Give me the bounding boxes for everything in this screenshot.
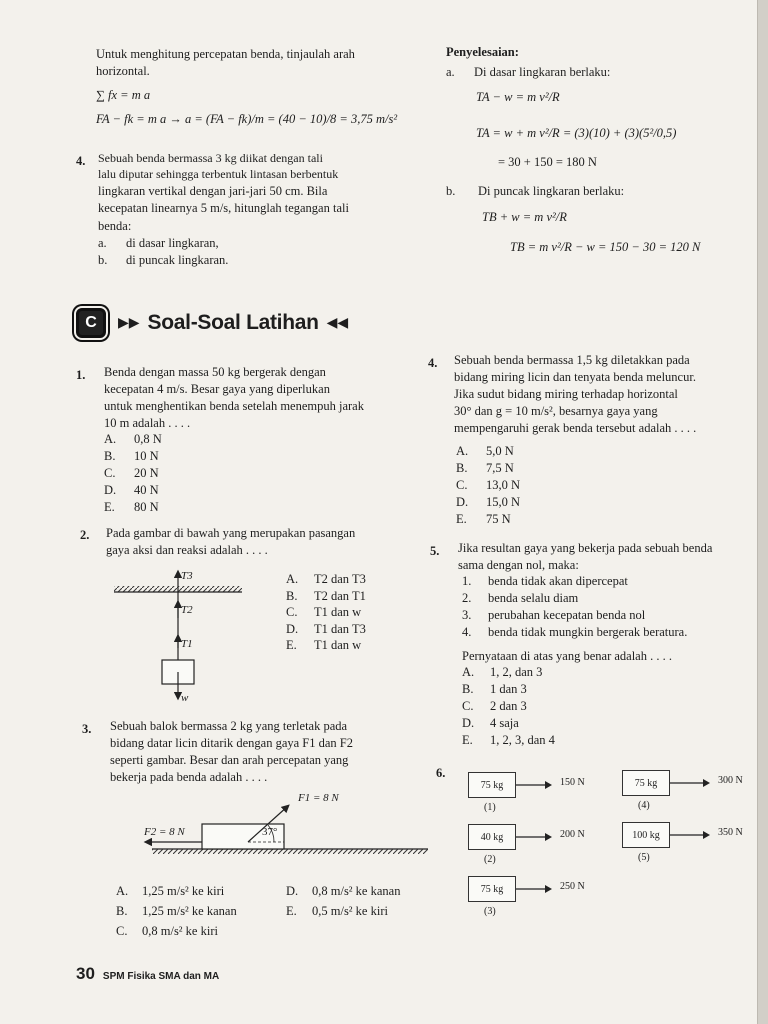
example-4-part-a-letter: a. [98, 236, 107, 250]
q4-option-2-text: 7,5 N [486, 461, 514, 475]
q3-option-5-text: 0,5 m/s² ke kiri [312, 904, 388, 918]
q6-force-label-1: 150 N [560, 777, 585, 788]
q5-number: 5. [430, 544, 440, 558]
solution-a-equation-1: TA − w = m v²/R [476, 90, 560, 104]
solution-a-text: Di dasar lingkaran berlaku: [474, 65, 611, 79]
q1-option-1-letter: A. [104, 432, 117, 446]
solution-b-text: Di puncak lingkaran berlaku: [478, 184, 625, 198]
q2-label-t2: T2 [181, 604, 193, 616]
q2-label-t3: T3 [181, 570, 193, 582]
section-letter-badge: C [76, 308, 106, 338]
q1-option-5-letter: E. [104, 500, 115, 514]
q5-statement-1-text: benda tidak akan dipercepat [488, 574, 628, 588]
q5-line-2: sama dengan nol, maka: [458, 558, 579, 572]
q6-mass-box-3: 75 kg [468, 876, 516, 902]
q6-number: 6. [436, 766, 446, 780]
q4-option-1-text: 5,0 N [486, 444, 514, 458]
q6-mass-box-2: 40 kg [468, 824, 516, 850]
q5-statement-3-text: perubahan kecepatan benda nol [488, 608, 646, 622]
q3-line-2: bidang datar licin ditarik dengan gaya F1 dan F2 [110, 736, 353, 750]
solution-b-label: b. [446, 184, 456, 198]
intro-line-1: Untuk menghitung percepatan benda, tinjaulah arah [96, 47, 355, 61]
q6-mass-box-5: 100 kg [622, 822, 670, 848]
q1-line-1: Benda dengan massa 50 kg bergerak dengan [104, 365, 326, 379]
q2-line-1: Pada gambar di bawah yang merupakan pasangan [106, 526, 356, 540]
q3-option-3-text: 0,8 m/s² ke kiri [142, 924, 218, 938]
q4-line-1: Sebuah benda bermassa 1,5 kg diletakkan pada [454, 353, 690, 367]
q6-force-label-3: 250 N [560, 881, 585, 892]
q1-option-4-letter: D. [104, 483, 117, 497]
q2-option-4-letter: D. [286, 621, 299, 636]
example-4-line-4: kecepatan linearnya 5 m/s, hitunglah tegangan tali [98, 201, 349, 215]
q5-option-3-text: 2 dan 3 [490, 699, 527, 713]
q2-hanging-mass-diagram [112, 568, 252, 688]
section-right-arrows-icon: ◀◀ [326, 315, 349, 331]
q2-option-4-text: T1 dan T3 [314, 621, 366, 636]
q5-option-5-letter: E. [462, 733, 473, 747]
q3-option-2-letter: B. [116, 904, 128, 918]
q5-option-3-letter: C. [462, 699, 474, 713]
q4-option-2-letter: B. [456, 461, 468, 475]
solution-b-equation-2: TB = m v²/R − w = 150 − 30 = 120 N [510, 240, 701, 254]
example-4-line-1: Sebuah benda bermassa 3 kg diikat dengan tali [98, 151, 323, 165]
q5-statement-1-number: 1. [462, 574, 472, 588]
example-4-part-b-letter: b. [98, 253, 108, 267]
q6-force-label-4: 300 N [718, 775, 743, 786]
q3-option-1-letter: A. [116, 884, 129, 898]
page-edge [757, 0, 768, 1024]
q5-option-4-letter: D. [462, 716, 475, 730]
q1-number: 1. [76, 368, 86, 382]
q4-line-3: Jika sudut bidang miring terhadap horizontal [454, 387, 678, 401]
q2-label-w: w [181, 692, 189, 704]
q5-option-1-text: 1, 2, dan 3 [490, 665, 543, 679]
q4-option-4-letter: D. [456, 495, 469, 509]
section-left-arrows-icon: ▶▶ [118, 315, 140, 331]
q1-line-3: untuk menghentikan benda setelah menempuh jarak [104, 399, 364, 413]
q4-option-4-text: 15,0 N [486, 495, 521, 509]
q5-statement-2-text: benda selalu diam [488, 591, 579, 605]
q4-option-3-text: 13,0 N [486, 478, 521, 492]
q5-option-4-text: 4 saja [490, 716, 519, 730]
q6-item-label-5: (5) [638, 852, 650, 863]
q4-line-2: bidang miring licin dan tenyata benda meluncur. [454, 370, 696, 384]
q5-statement-4-text: benda tidak mungkin bergerak beratura. [488, 625, 688, 639]
q6-item-label-4: (4) [638, 800, 650, 811]
q4-option-5-text: 75 N [486, 512, 511, 526]
example-4-line-2: lalu diputar sehingga terbentuk lintasan berbentuk [98, 167, 339, 181]
q2-option-3-text: T1 dan w [314, 605, 362, 619]
example-4-line-3: lingkaran vertikal dengan jari-jari 50 cm. Bila [98, 184, 328, 198]
page-number: 30 [76, 964, 95, 983]
q3-force-f1-label: F1 = 8 N [298, 792, 339, 804]
q5-option-5-text: 1, 2, 3, dan 4 [490, 733, 555, 747]
q3-option-4-text: 0,8 m/s² ke kanan [312, 884, 401, 898]
q4-option-5-letter: E. [456, 512, 467, 526]
example-4-part-a-text: di dasar lingkaran, [126, 236, 219, 250]
q3-option-2-text: 1,25 m/s² ke kanan [142, 904, 237, 918]
q2-option-1-text: T2 dan T3 [314, 572, 366, 586]
q1-option-1-text: 0,8 N [134, 432, 162, 446]
q5-prompt: Pernyataan di atas yang benar adalah . . . . [462, 649, 672, 663]
intro-equation-2: FA − fk = m a → a = (FA − fk)/m = (40 − 10)/8 = 3,75 m/s² [96, 112, 398, 126]
section-header [76, 308, 348, 338]
q4-option-1-letter: A. [456, 444, 469, 458]
q2-option-5-letter: E. [286, 638, 297, 652]
q4-line-4: 30° dan g = 10 m/s², besarnya gaya yang [454, 404, 658, 418]
solution-b-equation-1: TB + w = m v²/R [482, 210, 567, 224]
q2-number: 2. [80, 528, 90, 542]
q2-option-2-text: T2 dan T1 [314, 588, 366, 603]
q5-line-1: Jika resultan gaya yang bekerja pada sebuah benda [458, 541, 713, 555]
q5-option-1-letter: A. [462, 665, 475, 679]
intro-equation-1: ∑ fx = m a [96, 88, 151, 102]
q5-option-2-text: 1 dan 3 [490, 682, 527, 696]
solution-a-equation-3: = 30 + 150 = 180 N [498, 155, 597, 169]
example-4-line-5: benda: [98, 219, 132, 233]
q1-option-3-letter: C. [104, 466, 116, 480]
q2-option-2-letter: B. [286, 588, 298, 603]
q5-statement-2-number: 2. [462, 591, 472, 605]
q2-option-5-text: T1 dan w [314, 638, 362, 652]
q5-option-2-letter: B. [462, 682, 474, 696]
q6-mass-box-1: 75 kg [468, 772, 516, 798]
q1-option-5-text: 80 N [134, 500, 159, 514]
q3-number: 3. [82, 722, 92, 736]
q4-number: 4. [428, 356, 438, 370]
q6-item-label-2: (2) [484, 854, 496, 865]
q1-line-4: 10 m adalah . . . . [104, 416, 191, 430]
section-title: Soal-Soal Latihan [147, 311, 319, 334]
q4-line-5: mempengaruhi gerak benda tersebut adalah . . . . [454, 421, 697, 435]
q3-block-forces-diagram [138, 784, 438, 864]
q3-line-4: bekerja pada benda adalah . . . . [110, 770, 268, 784]
q1-option-4-text: 40 N [134, 483, 159, 497]
q2-option-1-letter: A. [286, 572, 299, 586]
q6-mass-box-4: 75 kg [622, 770, 670, 796]
solution-title: Penyelesaian: [446, 45, 519, 59]
q2-line-2: gaya aksi dan reaksi adalah . . . . [106, 543, 268, 557]
q6-item-label-1: (1) [484, 802, 496, 813]
q3-angle-label: 37° [262, 826, 278, 838]
q1-option-2-text: 10 N [134, 449, 159, 463]
intro-line-2: horizontal. [96, 64, 150, 78]
q3-option-3-letter: C. [116, 924, 128, 938]
q3-option-1-text: 1,25 m/s² ke kiri [142, 884, 225, 898]
q6-item-label-3: (3) [484, 906, 496, 917]
q6-force-label-2: 200 N [560, 829, 585, 840]
q2-option-3-letter: C. [286, 605, 298, 619]
q1-option-3-text: 20 N [134, 466, 159, 480]
solution-a-equation-2: TA = w + m v²/R = (3)(10) + (3)(5²/0,5) [476, 126, 677, 140]
page-footer [76, 964, 219, 984]
q2-label-t1: T1 [181, 638, 193, 650]
q6-force-label-5: 350 N [718, 827, 743, 838]
q4-option-3-letter: C. [456, 478, 468, 492]
q3-option-4-letter: D. [286, 884, 299, 898]
book-title: SPM Fisika SMA dan MA [102, 971, 220, 982]
solution-a-label: a. [446, 65, 455, 79]
q3-option-5-letter: E. [286, 904, 297, 918]
q3-line-1: Sebuah balok bermassa 2 kg yang terletak pada [110, 719, 348, 733]
q3-force-f2-label: F2 = 8 N [144, 826, 185, 838]
example-4-number: 4. [76, 154, 86, 168]
q3-line-3: seperti gambar. Besar dan arah percepatan yang [110, 753, 349, 767]
example-4-part-b-text: di puncak lingkaran. [126, 253, 229, 267]
q1-option-2-letter: B. [104, 449, 116, 463]
q1-line-2: kecepatan 4 m/s. Besar gaya yang diperlukan [104, 382, 330, 396]
q5-statement-3-number: 3. [462, 608, 472, 622]
q5-statement-4-number: 4. [462, 625, 472, 639]
